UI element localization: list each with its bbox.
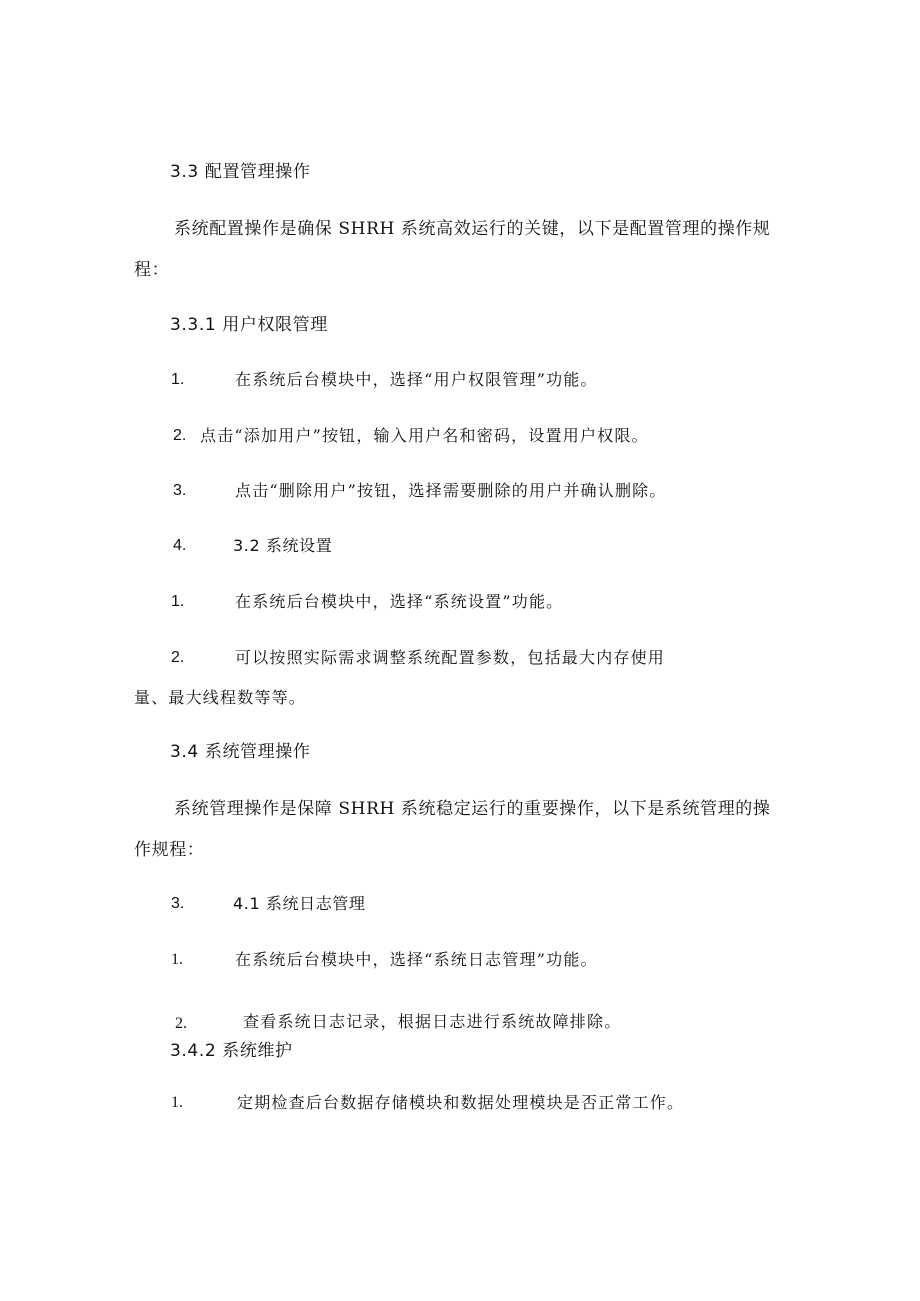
list-item-continuation: 量、最大线程数等等。 (134, 688, 307, 707)
list-number: 2. (175, 1015, 187, 1032)
list-item: 点击“添加用户”按钮，输入用户名和密码，设置用户权限。 (200, 426, 649, 445)
list-number: 1. (171, 371, 185, 388)
section-heading-3-3-1: 3.3.1 用户权限管理 (170, 315, 328, 335)
section-heading-3-4-2: 3.4.2 系统维护 (170, 1041, 293, 1061)
list-number: 3. (173, 482, 187, 499)
list-item-subheading: 3.2 系统设置 (233, 536, 333, 555)
list-item: 在系统后台模块中，选择“系统设置”功能。 (235, 592, 564, 611)
paragraph-2-line-2: 作规程： (134, 840, 205, 860)
subheading-4-1: 4.1 系统日志管理 (233, 894, 366, 913)
list-number: 2. (173, 427, 187, 444)
list-number: 1. (171, 951, 183, 968)
list-item: 在系统后台模块中，选择“系统日志管理”功能。 (235, 950, 598, 969)
list-number: 1. (171, 1094, 183, 1111)
list-number: 4. (173, 537, 187, 554)
list-item: 点击“删除用户”按钮，选择需要删除的用户并确认删除。 (235, 481, 667, 500)
paragraph-1-line-2: 程： (134, 260, 170, 280)
paragraph-2-line-1: 系统管理操作是保障 SHRH 系统稳定运行的重要操作，以下是系统管理的操 (174, 799, 771, 819)
list-item: 可以按照实际需求调整系统配置参数，包括最大内存使用 (235, 648, 666, 667)
paragraph-1-line-1: 系统配置操作是确保 SHRH 系统高效运行的关键，以下是配置管理的操作规 (174, 219, 771, 239)
section-heading-3-3: 3.3 配置管理操作 (170, 162, 311, 182)
list-number: 2. (171, 649, 185, 666)
list-item: 在系统后台模块中，选择“用户权限管理”功能。 (235, 370, 598, 389)
section-heading-3-4: 3.4 系统管理操作 (170, 742, 311, 762)
list-item: 定期检查后台数据存储模块和数据处理模块是否正常工作。 (237, 1093, 685, 1112)
list-number: 3. (171, 895, 185, 912)
list-number: 1. (171, 593, 185, 610)
list-item: 查看系统日志记录，根据日志进行系统故障排除。 (243, 1012, 622, 1031)
